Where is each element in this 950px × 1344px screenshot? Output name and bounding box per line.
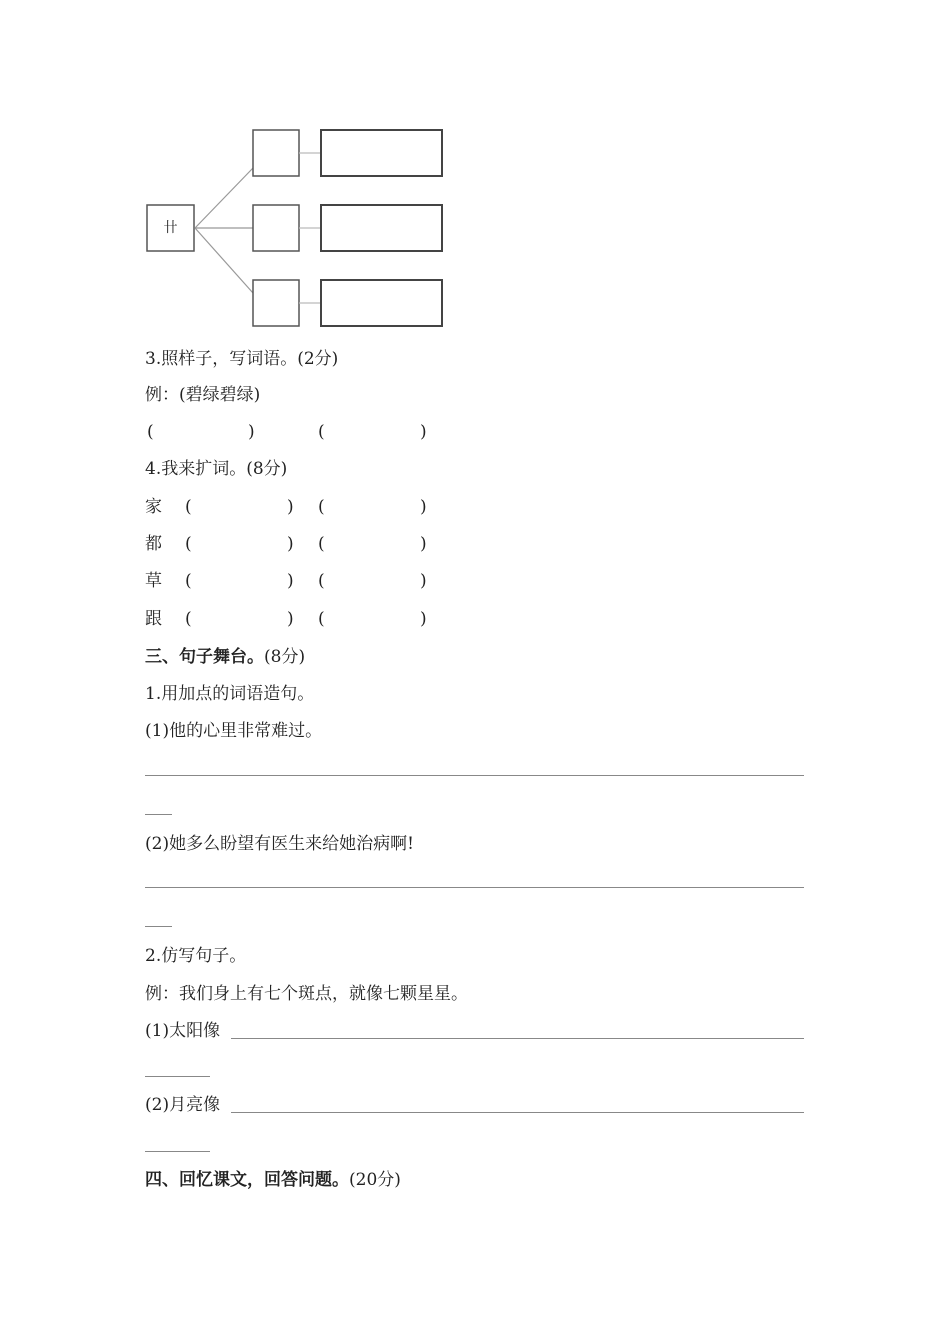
q4-row1-open-a: ( (185, 497, 192, 517)
word-box-3[interactable] (321, 280, 442, 326)
q4-row4-close-a: ) (287, 609, 294, 629)
answer-line-2[interactable] (145, 887, 804, 888)
section4-title: 四、回忆课文，回答问题。 (145, 1170, 349, 1190)
section3-example: 例：我们身上有七个斑点，就像七颗星星。 (145, 984, 468, 1004)
q3-blank-1-open: ( (147, 422, 154, 442)
q4-row2-open-b: ( (318, 534, 325, 554)
q4-row4-open-a: ( (185, 609, 192, 629)
q3-title: 3.照样子，写词语。(2分) (145, 349, 339, 369)
char-box-2[interactable] (253, 205, 299, 251)
q4-row2-close-b: ) (420, 534, 427, 554)
q4-row3-close-a: ) (287, 571, 294, 591)
section3-p2: (2)月亮像 (145, 1095, 221, 1115)
q4-row3-open-a: ( (185, 571, 192, 591)
char-box-1[interactable] (253, 130, 299, 176)
q3-blank-2-open: ( (318, 422, 325, 442)
char-box-3[interactable] (253, 280, 299, 326)
q4-row-char: 都 (145, 534, 162, 554)
q4-title: 4.我来扩词。(8分) (145, 459, 288, 479)
q4-row-char: 草 (145, 571, 162, 591)
q4-row3-open-b: ( (318, 571, 325, 591)
root-char: 卄 (163, 220, 178, 236)
q4-row1-open-b: ( (318, 497, 325, 517)
section4-heading (145, 1169, 401, 1191)
section4-score: (20分) (349, 1170, 401, 1190)
q4-row2-close-a: ) (287, 534, 294, 554)
q4-row4-close-b: ) (420, 609, 427, 629)
word-box-1[interactable] (321, 130, 442, 176)
section3-title: 三、句子舞台。 (145, 647, 264, 667)
q4-row-char: 家 (145, 497, 162, 517)
section3-score: (8分) (264, 647, 306, 667)
section3-s2: (2)她多么盼望有医生来给她治病啊! (145, 834, 414, 854)
q4-row3-close-b: ) (420, 571, 427, 591)
branch-line-bottom (195, 228, 253, 293)
answer-line-2-tail[interactable] (145, 926, 172, 927)
branch-line-top (195, 168, 253, 228)
answer-line-4[interactable] (231, 1112, 804, 1113)
q4-row2-open-a: ( (185, 534, 192, 554)
answer-line-3[interactable] (231, 1038, 804, 1039)
word-tree-diagram (0, 0, 950, 340)
word-box-2[interactable] (321, 205, 442, 251)
section3-p1: (1)太阳像 (145, 1021, 221, 1041)
answer-line-1-tail[interactable] (145, 814, 172, 815)
section3-sub1: 1.用加点的词语造句。 (145, 684, 315, 704)
q4-row4-open-b: ( (318, 609, 325, 629)
q3-example: 例：(碧绿碧绿) (145, 385, 261, 405)
section3-heading (145, 646, 305, 668)
section3-sub2: 2.仿写句子。 (145, 946, 247, 966)
q3-blank-1-close: ) (248, 422, 255, 442)
q4-row-char: 跟 (145, 609, 162, 629)
section3-s1: (1)他的心里非常难过。 (145, 721, 323, 741)
q3-blank-2-close: ) (420, 422, 427, 442)
answer-line-1[interactable] (145, 775, 804, 776)
answer-line-4-tail[interactable] (145, 1151, 210, 1152)
q4-row1-close-a: ) (287, 497, 294, 517)
q4-row1-close-b: ) (420, 497, 427, 517)
answer-line-3-tail[interactable] (145, 1076, 210, 1077)
